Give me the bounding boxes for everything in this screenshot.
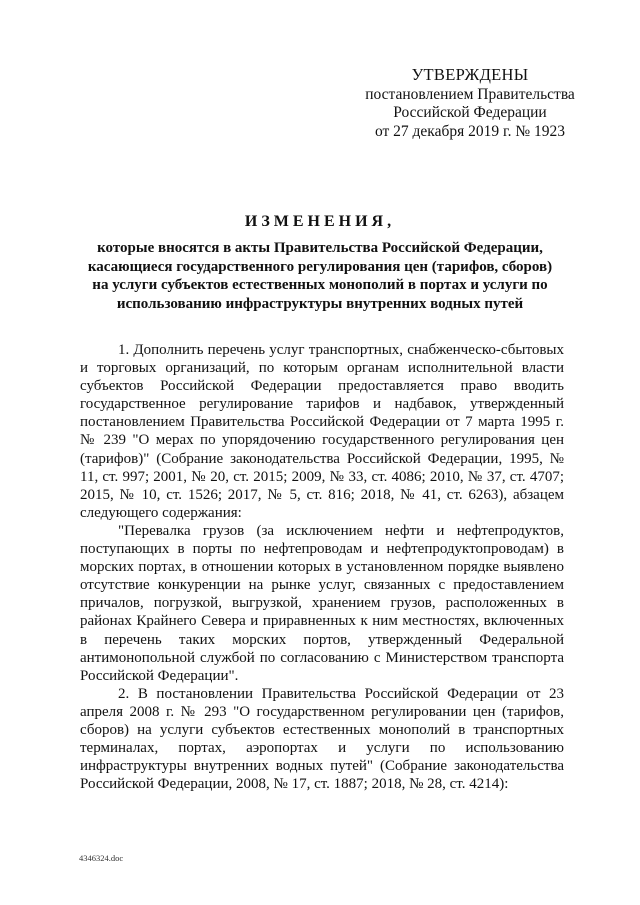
- approval-line-3: от 27 декабря 2019 г. № 1923: [374, 122, 566, 140]
- document-title: ИЗМЕНЕНИЯ,: [244, 213, 396, 230]
- approval-line-2: Российской Федерации: [393, 104, 547, 121]
- paragraph-2: "Перевалка грузов (за исключением нефти и нефтепродуктов, поступающих в порты по нефтепроводам и нефтепродуктопроводам) в морских портах, в отношении которых в установленном порядке выявлено отсутствие конкуренции на рынке услуг, связанных с предоставлением причалов, погрузкой, выгрузкой, хранением грузов, расположенных в районах Крайнего Севера и приравненных к ним местностях, включенных в перечень таких морских портов, утвержденный Федеральной антимонопольной службой по согласованию с Министерством транспорта Российской Федерации".: [80, 522, 564, 684]
- paragraph-1: 1. Дополнить перечень услуг транспортных, снабженческо-сбытовых и торговых организаций, по которым органам исполнительной власти субъектов Российской Федерации предоставляется право вводить государственное регулирование тарифов и надбавок, утвержденный постановлением Правительства Российской Федерации от 7 марта 1995 г. № 239 "О мерах по упорядочению государственного регулирования цен (тарифов)" (Собрание законодательства Российской Федерации, 1995, № 11, ст. 997; 2001, № 20, ст. 2015; 2009, № 33, ст. 4086; 2010, № 37, ст. 4707; 2015, № 10, ст. 1526; 2017, № 5, ст. 816; 2018, № 41, ст. 6263), абзацем следующего содержания:: [80, 342, 564, 521]
- approval-heading: УТВЕРЖДЕНЫ: [411, 65, 529, 84]
- document-subtitle: которые вносятся в акты Правительства Российской Федерации, касающиеся государственного регулирования цен (тарифов, сборов) на услуги субъектов естественных монополий в портах и услуги по использованию инфраструктуры внутренних водных путей: [87, 240, 553, 312]
- file-reference: 4346324.doc: [79, 853, 124, 863]
- document-body: [80, 341, 564, 793]
- document-title-block: [78, 213, 562, 313]
- approval-stamp: [355, 66, 585, 141]
- paragraph-3: 2. В постановлении Правительства Российской Федерации от 23 апреля 2008 г. № 293 "О государственном регулировании цен (тарифов, сборов) на услуги субъектов естественных монополий в транспортных терминалах, портах, аэропортах и услуги по использованию инфраструктуры внутренних водных путей" (Собрание законодательства Российской Федерации, 2008, № 17, ст. 1887; 2018, № 28, ст. 4214):: [80, 685, 564, 793]
- approval-line-1: постановлением Правительства: [365, 85, 575, 103]
